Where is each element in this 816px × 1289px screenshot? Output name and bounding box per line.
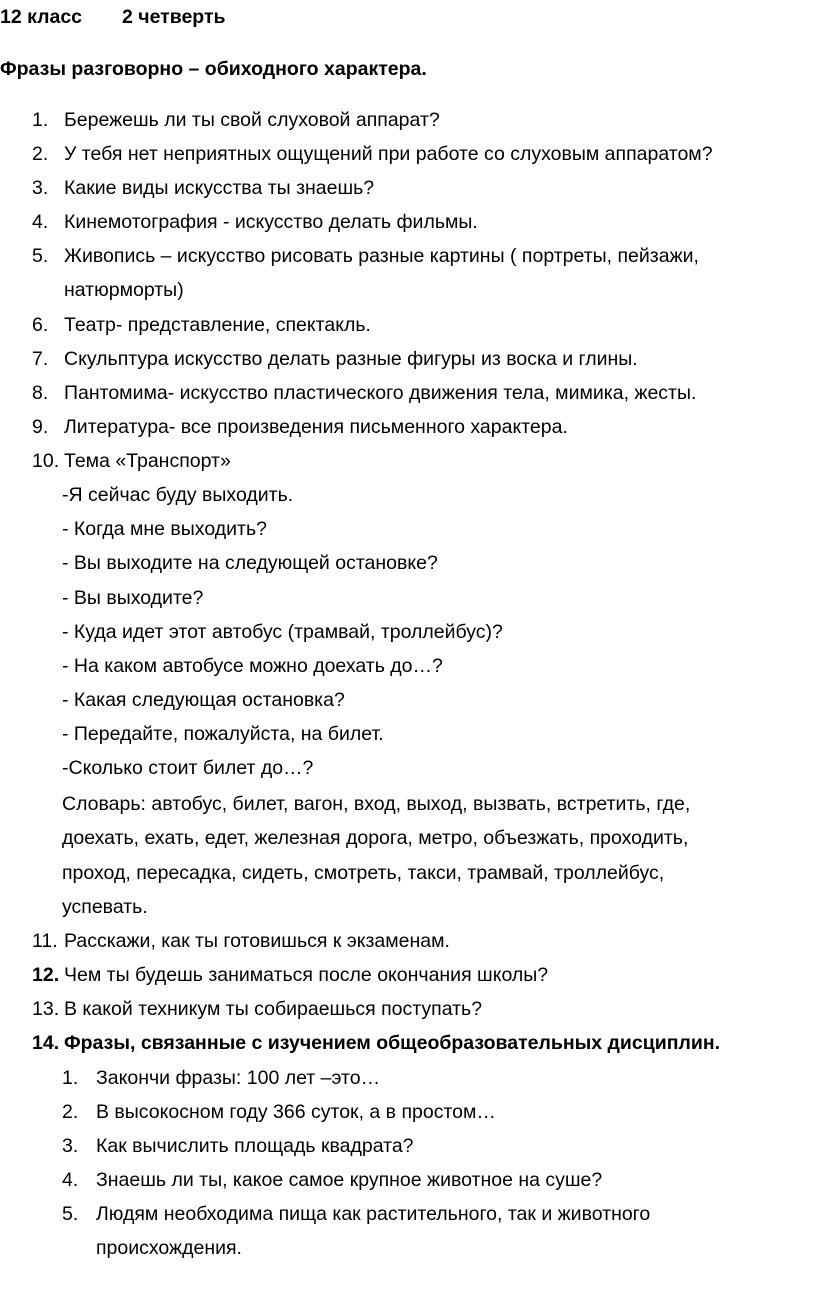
list-number: 4.	[32, 211, 49, 233]
list-text: Знаешь ли ты, какое самое крупное животное на суше?	[96, 1169, 603, 1191]
list-text: Закончи фразы: 100 лет –это…	[96, 1067, 381, 1089]
list-number: 6.	[32, 314, 49, 336]
list-number: 13.	[32, 998, 60, 1020]
phrase-line: - Вы выходите на следующей остановке?	[62, 552, 438, 574]
list-text: Литература- все произведения письменного характера.	[64, 416, 568, 438]
list-number: 3.	[62, 1135, 79, 1157]
vocabulary-line: доехать, ехать, едет, железная дорога, метро, объезжать, проходить,	[62, 827, 689, 849]
phrase-line: - Передайте, пожалуйста, на билет.	[62, 723, 384, 745]
list-text: Расскажи, как ты готовишься к экзаменам.	[64, 930, 450, 952]
list-number: 4.	[62, 1169, 79, 1191]
vocabulary-line: успевать.	[62, 896, 148, 918]
document-title: Фразы разговорно – обиходного характера.	[0, 58, 427, 80]
list-number: 9.	[32, 416, 49, 438]
list-text: Тема «Транспорт»	[64, 450, 231, 472]
phrase-line: -Я сейчас буду выходить.	[62, 484, 294, 506]
list-text: Кинемотография - искусство делать фильмы.	[64, 211, 478, 233]
list-number: 8.	[32, 382, 49, 404]
list-text: Скульптура искусство делать разные фигуры из воска и глины.	[64, 348, 638, 370]
list-number: 7.	[32, 348, 49, 370]
vocabulary-line: проход, пересадка, сидеть, смотреть, такси, трамвай, троллейбус,	[62, 862, 665, 884]
list-number: 5.	[62, 1203, 79, 1225]
list-text-continued: натюрморты)	[64, 279, 184, 301]
phrase-line: -Сколько стоит билет до…?	[62, 757, 314, 779]
list-text: У тебя нет неприятных ощущений при работе со слуховым аппаратом?	[64, 143, 713, 165]
list-number: 10.	[32, 450, 60, 472]
list-number: 2.	[62, 1101, 79, 1123]
list-text: Людям необходима пища как растительного, так и животного	[96, 1203, 651, 1225]
grade-label: 12 класс	[0, 6, 83, 28]
list-number: 5.	[32, 245, 49, 267]
list-number: 1.	[32, 109, 49, 131]
list-text: Как вычислить площадь квадрата?	[96, 1135, 414, 1157]
phrase-line: - На каком автобусе можно доехать до…?	[62, 655, 443, 677]
list-text: Чем ты будешь заниматься после окончания школы?	[64, 964, 549, 986]
list-number: 11.	[32, 930, 58, 952]
section-heading: Фразы, связанные с изучением общеобразовательных дисциплин.	[64, 1032, 721, 1054]
list-number: 14.	[32, 1032, 60, 1054]
vocabulary-line: Словарь: автобус, билет, вагон, вход, выход, вызвать, встретить, где,	[62, 793, 691, 815]
list-text: Живопись – искусство рисовать разные картины ( портреты, пейзажи,	[64, 245, 699, 267]
list-text: Бережешь ли ты свой слуховой аппарат?	[64, 109, 440, 131]
phrase-line: - Вы выходите?	[62, 587, 204, 609]
list-text: Пантомима- искусство пластического движения тела, мимика, жесты.	[64, 382, 697, 404]
list-text: Какие виды искусства ты знаешь?	[64, 177, 375, 199]
list-number: 2.	[32, 143, 49, 165]
list-text: Театр- представление, спектакль.	[64, 314, 371, 336]
list-number: 3.	[32, 177, 49, 199]
list-number: 1.	[62, 1067, 79, 1089]
quarter-label: 2 четверть	[122, 6, 226, 28]
list-text: В высокосном году 366 суток, а в простом…	[96, 1101, 496, 1123]
list-text-continued: происхождения.	[96, 1237, 242, 1259]
phrase-line: - Какая следующая остановка?	[62, 689, 345, 711]
list-text: В какой техникум ты собираешься поступать?	[64, 998, 483, 1020]
phrase-line: - Когда мне выходить?	[62, 518, 267, 540]
phrase-line: - Куда идет этот автобус (трамвай, троллейбус)?	[62, 621, 503, 643]
list-number: 12.	[32, 964, 60, 986]
